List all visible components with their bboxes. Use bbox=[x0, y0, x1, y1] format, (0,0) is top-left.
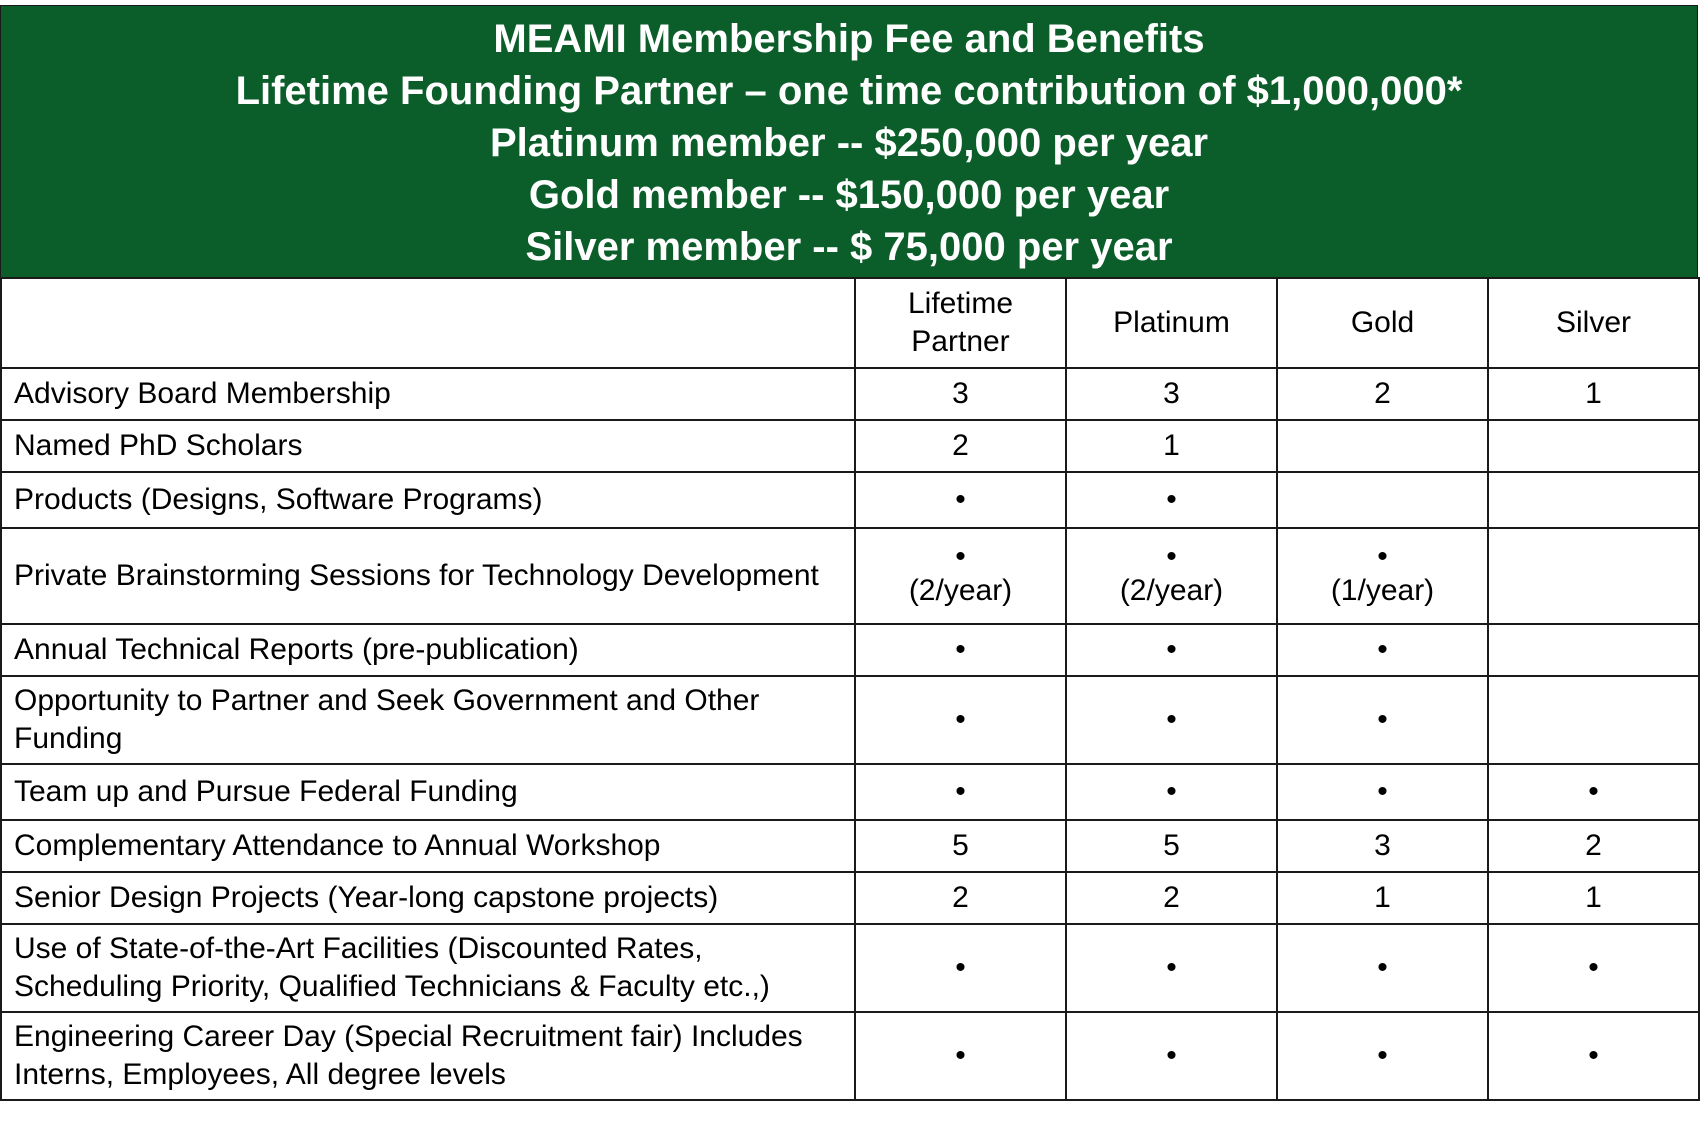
value-lifetime: • bbox=[855, 676, 1066, 764]
value-platinum: • bbox=[1066, 764, 1277, 820]
column-header-row bbox=[1, 278, 1699, 368]
value-gold: • bbox=[1277, 764, 1488, 820]
benefit-label: Team up and Pursue Federal Funding bbox=[1, 764, 855, 820]
benefit-column-header bbox=[1, 278, 855, 368]
value-gold bbox=[1277, 472, 1488, 528]
header-line-silver: Silver member -- $ 75,000 per year bbox=[525, 224, 1173, 269]
table-row bbox=[1, 528, 1699, 624]
benefits-table bbox=[0, 277, 1700, 1101]
value-platinum: 5 bbox=[1066, 820, 1277, 872]
value-platinum: 1 bbox=[1066, 420, 1277, 472]
value-gold bbox=[1277, 528, 1488, 624]
bullet-mark: • bbox=[955, 540, 966, 573]
value-lifetime: • bbox=[855, 472, 1066, 528]
value-silver: 1 bbox=[1488, 872, 1699, 924]
value-gold: • bbox=[1277, 924, 1488, 1012]
benefit-label: Named PhD Scholars bbox=[1, 420, 855, 472]
table-row bbox=[1, 368, 1699, 420]
value-platinum bbox=[1066, 528, 1277, 624]
benefit-label: Use of State-of-the-Art Facilities (Discounted Rates, Scheduling Priority, Qualified Technicians & Faculty etc.,) bbox=[1, 924, 855, 1012]
value-gold: 2 bbox=[1277, 368, 1488, 420]
value-lifetime bbox=[855, 528, 1066, 624]
table-row bbox=[1, 820, 1699, 872]
value-gold: • bbox=[1277, 676, 1488, 764]
column-header-gold: Gold bbox=[1277, 278, 1488, 368]
value-lifetime: • bbox=[855, 764, 1066, 820]
value-silver bbox=[1488, 528, 1699, 624]
value-silver bbox=[1488, 472, 1699, 528]
value-silver: 2 bbox=[1488, 820, 1699, 872]
benefit-label: Annual Technical Reports (pre-publication) bbox=[1, 624, 855, 676]
table-row bbox=[1, 624, 1699, 676]
frequency-note: (2/year) bbox=[908, 574, 1013, 607]
value-silver bbox=[1488, 420, 1699, 472]
frequency-note: (2/year) bbox=[1119, 574, 1224, 607]
value-platinum: • bbox=[1066, 924, 1277, 1012]
benefit-label: Opportunity to Partner and Seek Government and Other Funding bbox=[1, 676, 855, 764]
value-silver: • bbox=[1488, 764, 1699, 820]
table-row bbox=[1, 764, 1699, 820]
benefit-label: Complementary Attendance to Annual Workshop bbox=[1, 820, 855, 872]
membership-sheet bbox=[0, 5, 1700, 1101]
bullet-mark: • bbox=[1377, 540, 1388, 573]
value-platinum: 2 bbox=[1066, 872, 1277, 924]
frequency-note: (1/year) bbox=[1330, 574, 1435, 607]
value-gold: • bbox=[1277, 624, 1488, 676]
value-lifetime: 5 bbox=[855, 820, 1066, 872]
value-lifetime: 2 bbox=[855, 872, 1066, 924]
value-silver: • bbox=[1488, 924, 1699, 1012]
value-platinum: • bbox=[1066, 624, 1277, 676]
value-gold: 1 bbox=[1277, 872, 1488, 924]
benefit-label: Private Brainstorming Sessions for Technology Development bbox=[1, 528, 855, 624]
value-lifetime: • bbox=[855, 1012, 1066, 1100]
value-gold: 3 bbox=[1277, 820, 1488, 872]
header-line-platinum: Platinum member -- $250,000 per year bbox=[489, 120, 1209, 165]
value-platinum: • bbox=[1066, 676, 1277, 764]
column-header-silver: Silver bbox=[1488, 278, 1699, 368]
value-platinum: • bbox=[1066, 472, 1277, 528]
value-silver bbox=[1488, 624, 1699, 676]
value-lifetime: • bbox=[855, 624, 1066, 676]
membership-header bbox=[0, 5, 1698, 277]
benefit-label: Senior Design Projects (Year-long capstone projects) bbox=[1, 872, 855, 924]
bullet-mark: • bbox=[1166, 540, 1177, 573]
benefit-label: Advisory Board Membership bbox=[1, 368, 855, 420]
value-lifetime: • bbox=[855, 924, 1066, 1012]
column-header-lifetime: Lifetime Partner bbox=[855, 278, 1066, 368]
header-title: MEAMI Membership Fee and Benefits bbox=[493, 16, 1205, 61]
value-lifetime: 2 bbox=[855, 420, 1066, 472]
value-lifetime: 3 bbox=[855, 368, 1066, 420]
benefit-label: Products (Designs, Software Programs) bbox=[1, 472, 855, 528]
value-silver: 1 bbox=[1488, 368, 1699, 420]
value-platinum: 3 bbox=[1066, 368, 1277, 420]
table-row bbox=[1, 924, 1699, 1012]
benefit-label: Engineering Career Day (Special Recruitment fair) Includes Interns, Employees, All degree levels bbox=[1, 1012, 855, 1100]
value-silver: • bbox=[1488, 1012, 1699, 1100]
value-silver bbox=[1488, 676, 1699, 764]
value-gold bbox=[1277, 420, 1488, 472]
table-row bbox=[1, 420, 1699, 472]
value-platinum: • bbox=[1066, 1012, 1277, 1100]
table-row bbox=[1, 472, 1699, 528]
table-row bbox=[1, 872, 1699, 924]
table-row bbox=[1, 676, 1699, 764]
header-line-gold: Gold member -- $150,000 per year bbox=[528, 172, 1170, 217]
table-row bbox=[1, 1012, 1699, 1100]
header-line-lifetime: Lifetime Founding Partner – one time contribution of $1,000,000* bbox=[235, 68, 1463, 113]
column-header-platinum: Platinum bbox=[1066, 278, 1277, 368]
value-gold: • bbox=[1277, 1012, 1488, 1100]
